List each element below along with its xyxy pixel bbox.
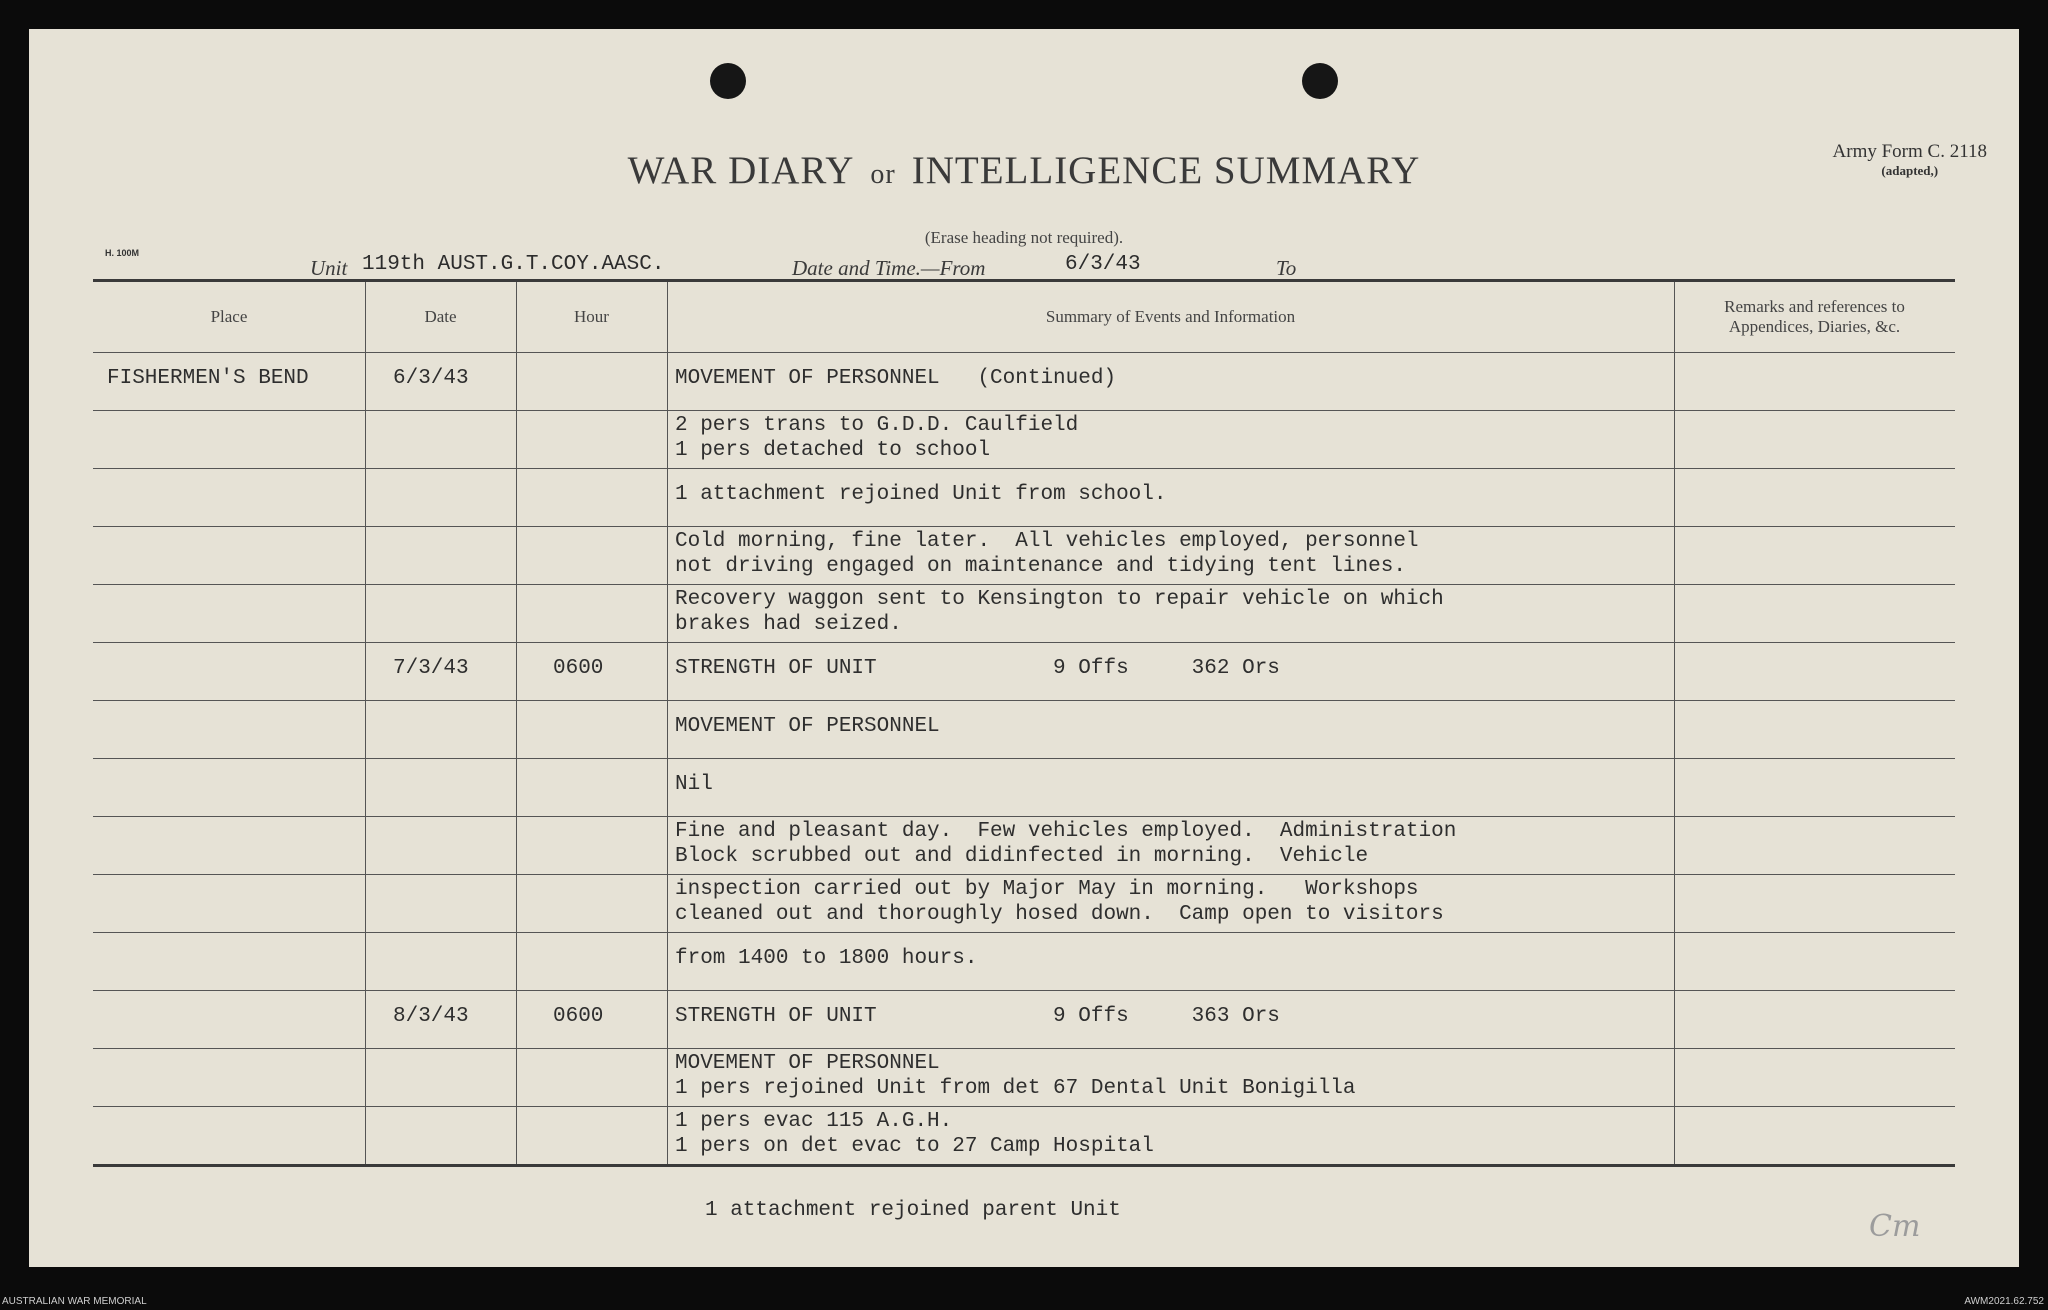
row-divider bbox=[93, 990, 1955, 991]
handwritten-initials: Cm bbox=[1869, 1209, 1921, 1244]
column-divider bbox=[667, 282, 668, 1164]
date-to-label: To bbox=[1276, 256, 1297, 280]
column-header-place: Place bbox=[210, 307, 248, 326]
column-header-remarks: Remarks and references to Appendices, Diaries, &c. bbox=[1724, 297, 1905, 336]
cell-summary: Nil bbox=[675, 773, 713, 796]
row-divider bbox=[93, 642, 1955, 643]
cell-summary: 1 pers evac 115 A.G.H. 1 pers on det evac to 27 Camp Hospital bbox=[675, 1110, 1154, 1158]
cell-summary: 2 pers trans to G.D.D. Caulfield 1 pers detached to school bbox=[675, 414, 1079, 462]
cell-hour: 0600 bbox=[553, 657, 604, 680]
cell-hour: 0600 bbox=[553, 1005, 604, 1028]
cell-date: 7/3/43 bbox=[393, 657, 469, 680]
page-title: WAR DIARY or INTELLIGENCE SUMMARY bbox=[627, 149, 1421, 192]
date-from-value: 6/3/43 bbox=[1065, 253, 1141, 276]
cell-summary: inspection carried out by Major May in morning. Workshops cleaned out and thoroughly hosed down. Camp open to visitors bbox=[675, 878, 1444, 926]
cell-summary: STRENGTH OF UNIT 9 Offs 363 Ors bbox=[675, 1005, 1280, 1028]
cell-summary: from 1400 to 1800 hours. bbox=[675, 947, 978, 970]
row-divider bbox=[93, 352, 1955, 353]
row-divider bbox=[93, 468, 1955, 469]
footer-reference: AWM2021.62.752 bbox=[1964, 1296, 2044, 1307]
page-subtitle: (Erase heading not required). bbox=[924, 228, 1124, 247]
row-divider bbox=[93, 874, 1955, 875]
row-divider bbox=[93, 932, 1955, 933]
cell-summary: STRENGTH OF UNIT 9 Offs 362 Ors bbox=[675, 657, 1280, 680]
punch-hole bbox=[1302, 63, 1338, 99]
row-divider bbox=[93, 700, 1955, 701]
row-divider bbox=[93, 1048, 1955, 1049]
cell-summary: MOVEMENT OF PERSONNEL bbox=[675, 715, 940, 738]
cell-summary: Recovery waggon sent to Kensington to repair vehicle on which brakes had seized. bbox=[675, 588, 1444, 636]
cell-summary: Cold morning, fine later. All vehicles employed, personnel not driving engaged on maintenance and tidying tent lines. bbox=[675, 530, 1419, 578]
unit-value: 119th AUST.G.T.COY.AASC. bbox=[362, 253, 665, 276]
diary-table bbox=[93, 279, 1955, 1167]
row-divider bbox=[93, 526, 1955, 527]
form-number: Army Form C. 2118 (adapted,) bbox=[1832, 141, 1987, 178]
cell-date: 6/3/43 bbox=[393, 367, 469, 390]
row-divider bbox=[93, 816, 1955, 817]
column-divider bbox=[365, 282, 366, 1164]
diary-sheet bbox=[29, 29, 2019, 1267]
punch-hole bbox=[710, 63, 746, 99]
form-code: H. 100M bbox=[105, 248, 140, 258]
cell-summary: Fine and pleasant day. Few vehicles employed. Administration Block scrubbed out and didinfected in morning. Vehicle bbox=[675, 820, 1457, 868]
cell-date: 8/3/43 bbox=[393, 1005, 469, 1028]
cell-summary: MOVEMENT OF PERSONNEL (Continued) bbox=[675, 367, 1117, 390]
cell-summary: MOVEMENT OF PERSONNEL 1 pers rejoined Unit from det 67 Dental Unit Bonigilla bbox=[675, 1052, 1356, 1100]
column-divider bbox=[516, 282, 517, 1164]
footer-credit: AUSTRALIAN WAR MEMORIAL bbox=[2, 1296, 147, 1307]
row-divider bbox=[93, 584, 1955, 585]
column-header-hour: Hour bbox=[574, 307, 609, 326]
cell-summary: 1 attachment rejoined Unit from school. bbox=[675, 483, 1167, 506]
date-from-label: Date and Time.—From bbox=[792, 256, 986, 280]
column-header-date: Date bbox=[424, 307, 457, 326]
row-divider bbox=[93, 410, 1955, 411]
continuation-entry: 1 attachment rejoined parent Unit bbox=[705, 1199, 1121, 1222]
row-divider bbox=[93, 1106, 1955, 1107]
column-divider bbox=[1674, 282, 1675, 1164]
cell-place: FISHERMEN'S BEND bbox=[107, 367, 309, 390]
column-header-summary: Summary of Events and Information bbox=[1045, 307, 1296, 326]
row-divider bbox=[93, 758, 1955, 759]
unit-label: Unit bbox=[310, 256, 348, 280]
